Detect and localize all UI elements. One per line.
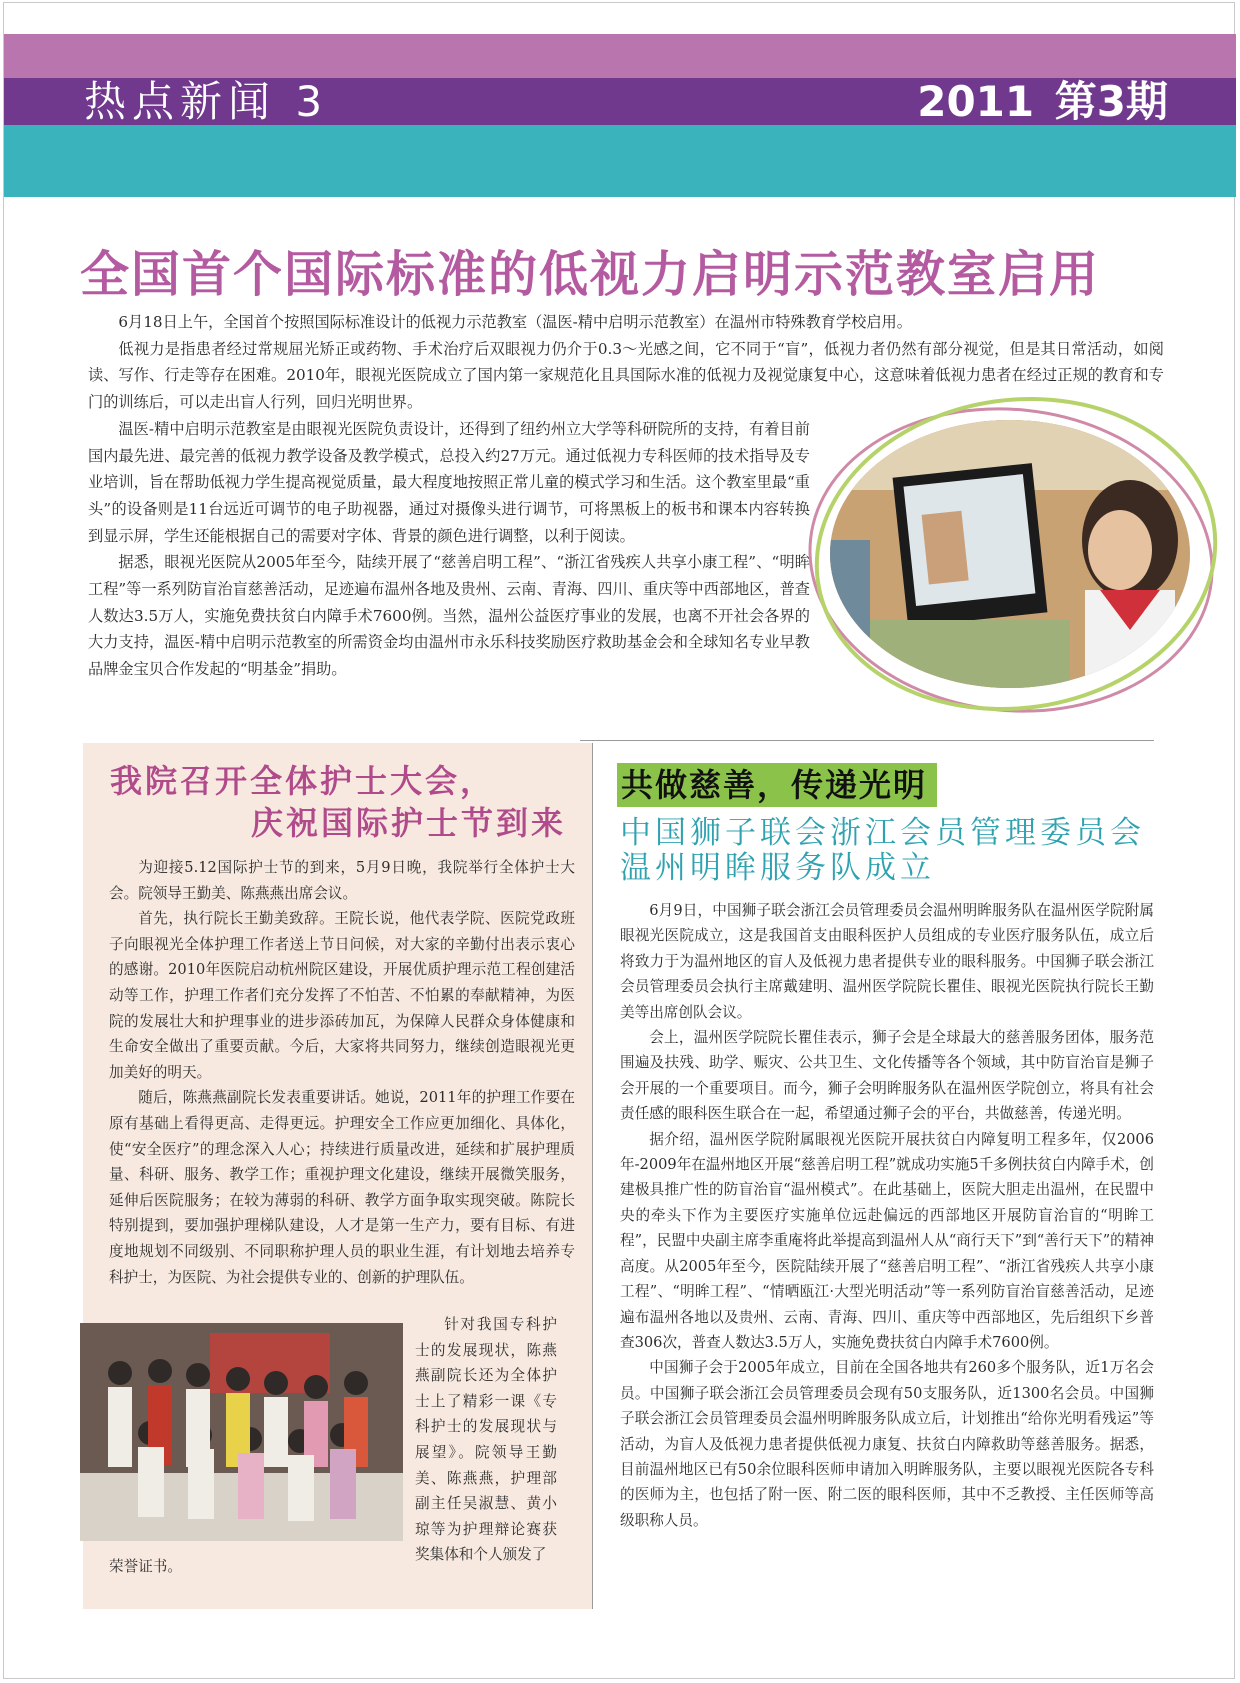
nurses-article-box bbox=[83, 743, 593, 1609]
header-band-teal bbox=[4, 125, 1236, 197]
lions-paragraph: 中国狮子会于2005年成立，目前在全国各地共有260多个服务队，近1万名会员。中国狮子联会浙江会员管理委员会现有50支服务队，近1300名会员。中国狮子联会浙江会员管理委员会温州明眸服务队成立后，计划推出“给你光明看残运”等活动，为盲人及低视力患者提供低视力康复、扶贫白内障救助等慈善服务。据悉，目前温州地区已有50余位眼科医师申请加入明眸服务队，主要以眼视光医院各专科的医师为主，也包括了附一医、附二医的眼科医师，其中不乏教授、主任医师等高级职称人员。 bbox=[620, 1359, 1154, 1529]
lions-article-title-line2: 温州明眸服务队成立 bbox=[620, 850, 935, 886]
nurses-paragraph: 随后，陈燕燕副院长发表重要讲话。她说，2011年的护理工作要在原有基础上看得更高、走得更远。护理安全工作应更加细化、具体化，使“安全医疗”的理念深入人心；持续进行质量改进，延续和扩展护理质量、科研、服务、教学工作；重视护理文化建设，继续开展微笑服务，延伸后医院服务；在较为薄弱的科研、教学方面争取实现突破。陈院长特别提到，要加强护理梯队建设，人才是第一生产力，要有目标、有进度地规划不同级别、不同职称护理人员的职业生涯，有计划地去培养专科护士，为医院、为社会提供专业的、创新的护理队伍。 bbox=[109, 1089, 575, 1286]
issue-year: 2011 bbox=[917, 77, 1035, 126]
issue-number: 第3期 bbox=[1054, 77, 1168, 126]
nurses-article-title-line2: 庆祝国际护士节到来 bbox=[251, 804, 567, 842]
issue-label bbox=[911, 76, 1168, 128]
nurses-article-body bbox=[109, 855, 575, 1290]
header-band-pink bbox=[4, 34, 1236, 78]
nurses-article-title-line1: 我院召开全体护士大会， bbox=[110, 762, 496, 800]
nurses-tail-text: 荣誉证书。 bbox=[109, 1558, 182, 1575]
main-paragraph: 6月18日上午，全国首个按照国际标准设计的低视力示范教室（温医-精中启明示范教室）在温州市特殊教育学校启用。 bbox=[118, 313, 912, 331]
lions-article-title-line1: 中国狮子联会浙江会员管理委员会 bbox=[620, 815, 1145, 851]
nurses-group-photo-art bbox=[80, 1323, 403, 1541]
nurses-paragraph: 针对我国专科护士的发展现状，陈燕燕副院长还为全体护士上了精彩一课《专科护士的发展现状与展望》。院领导王勤美、陈燕燕，护理部副主任吴淑慧、黄小琼等为护理辩论赛获奖集体和个人颁发了 bbox=[415, 1316, 557, 1564]
classroom-photo-frame bbox=[808, 398, 1223, 718]
main-paragraph: 据悉，眼视光医院从2005年至今，陆续开展了“慈善启明工程”、“浙江省残疾人共享小康工程”、“明眸工程”等一系列防盲治盲慈善活动，足迹遍布温州各地及贵州、云南、青海、四川、重庆等中西部地区，普查人数达3.5万人，实施免费扶贫白内障手术7600例。当然，温州公益医疗事业的发展，也离不开社会各界的大力支持，温医-精中启明示范教室的所需资金均由温州市永乐科技奖励医疗救助基金会和全球知名专业早教品牌金宝贝合作发起的“明基金”捐助。 bbox=[88, 553, 810, 679]
lions-paragraph: 据介绍，温州医学院附属眼视光医院开展扶贫白内障复明工程多年，仅2006年-2009年在温州地区开展“慈善启明工程”就成功实施5千多例扶贫白内障手术，创建极具推广性的防盲治盲“温州模式”。在此基础上，医院大胆走出温州，在民盟中央的牵头下作为主要医疗实施单位远赴偏远的西部地区开展防盲治盲的“明眸工程”，民盟中央副主席李重庵将此举提高到温州人从“商行天下”到“善行天下”的精神高度。从2005年至今，医院陆续开展了“慈善启明工程”、“浙江省残疾人共享小康工程”、“明眸工程”、“情晒瓯江·大型光明活动”等一系列防盲治盲慈善活动，足迹遍布温州各地以及贵州、云南、青海、四川、重庆等中西部地区，先后组织下乡普查306次，普查人数达3.5万人，实施免费扶贫白内障手术7600例。 bbox=[620, 1130, 1154, 1351]
main-article-title: 全国首个国际标准的低视力启明示范教室启用 bbox=[80, 245, 1101, 303]
section-title: 热点新闻 3 bbox=[84, 77, 329, 126]
lions-article-body bbox=[620, 898, 1154, 1533]
lions-paragraph: 会上，温州医学院院长瞿佳表示，狮子会是全球最大的慈善服务团体，服务范围遍及扶残、助学、赈灾、公共卫生、文化传播等各个领域，其中防盲治盲是狮子会开展的一个重要项目。而今，狮子会明眸服务队在温州医学院创立，将具有社会责任感的眼科医生联合在一起，希望通过狮子会的平台，共做慈善，传递光明。 bbox=[620, 1029, 1154, 1123]
nurses-group-photo bbox=[80, 1323, 403, 1541]
nurses-paragraph: 为迎接5.12国际护士节的到来，5月9日晚，我院举行全体护士大会。院领导王勤美、陈燕燕出席会议。 bbox=[109, 859, 575, 902]
classroom-photo-art bbox=[830, 420, 1190, 688]
nurses-paragraph: 首先，执行院长王勤美致辞。王院长说，他代表学院、医院党政班子向眼视光全体护理工作者送上节日问候，对大家的辛勤付出表示衷心的感谢。2010年医院启动杭州院区建设，开展优质护理示范工程创建活动等工作，护理工作者们充分发挥了不怕苦、不怕累的奉献精神，为医院的发展壮大和护理事业的进步添砖加瓦，为保障人民群众身体健康和生命安全做出了重要贡献。今后，大家将共同努力，继续创造眼视光更加美好的明天。 bbox=[109, 910, 575, 1081]
nurses-side-text bbox=[415, 1312, 557, 1568]
classroom-photo bbox=[830, 420, 1190, 688]
lions-article-kicker: 共做慈善，传递光明 bbox=[617, 763, 937, 807]
section-divider bbox=[580, 740, 1154, 741]
main-paragraph: 温医-精中启明示范教室是由眼视光医院负责设计，还得到了纽约州立大学等科研院所的支持，有着目前国内最先进、最完善的低视力教学设备及教学模式，总投入约27万元。通过低视力专科医师的技术指导及专业培训，旨在帮助低视力学生提高视觉质量，最大程度地按照正常儿童的模式学习和生活。这个教室里最“重头”的设备则是11台远近可调节的电子助视器，通过对摄像头进行调节，可将黑板上的板书和课本内容转换到显示屏，学生还能根据自己的需要对字体、背景的颜色进行调整，以利于阅读。 bbox=[88, 419, 810, 545]
lions-paragraph: 6月9日，中国狮子联会浙江会员管理委员会温州明眸服务队在温州医学院附属眼视光医院成立，这是我国首支由眼科医护人员组成的专业医疗服务队伍，成立后将致力于为温州地区的盲人及低视力患者提供专业的眼科服务。中国狮子联会浙江会员管理委员会执行主席戴建明、温州医学院院长瞿佳、眼视光医院执行院长王勤美等出席创队会议。 bbox=[620, 902, 1154, 1021]
main-paragraph: 低视力是指患者经过常规屈光矫正或药物、手术治疗后双眼视力仍介于0.3～光感之间，它不同于“盲”，低视力者仍然有部分视觉，但是其日常活动，如阅读、写作、行走等存在困难。2010年，眼视光医院成立了国内第一家规范化且具国际水准的低视力及视觉康复中心，这意味着低视力患者在经过正规的教育和专门的训练后，可以走出盲人行列，回归光明世界。 bbox=[88, 339, 1164, 412]
